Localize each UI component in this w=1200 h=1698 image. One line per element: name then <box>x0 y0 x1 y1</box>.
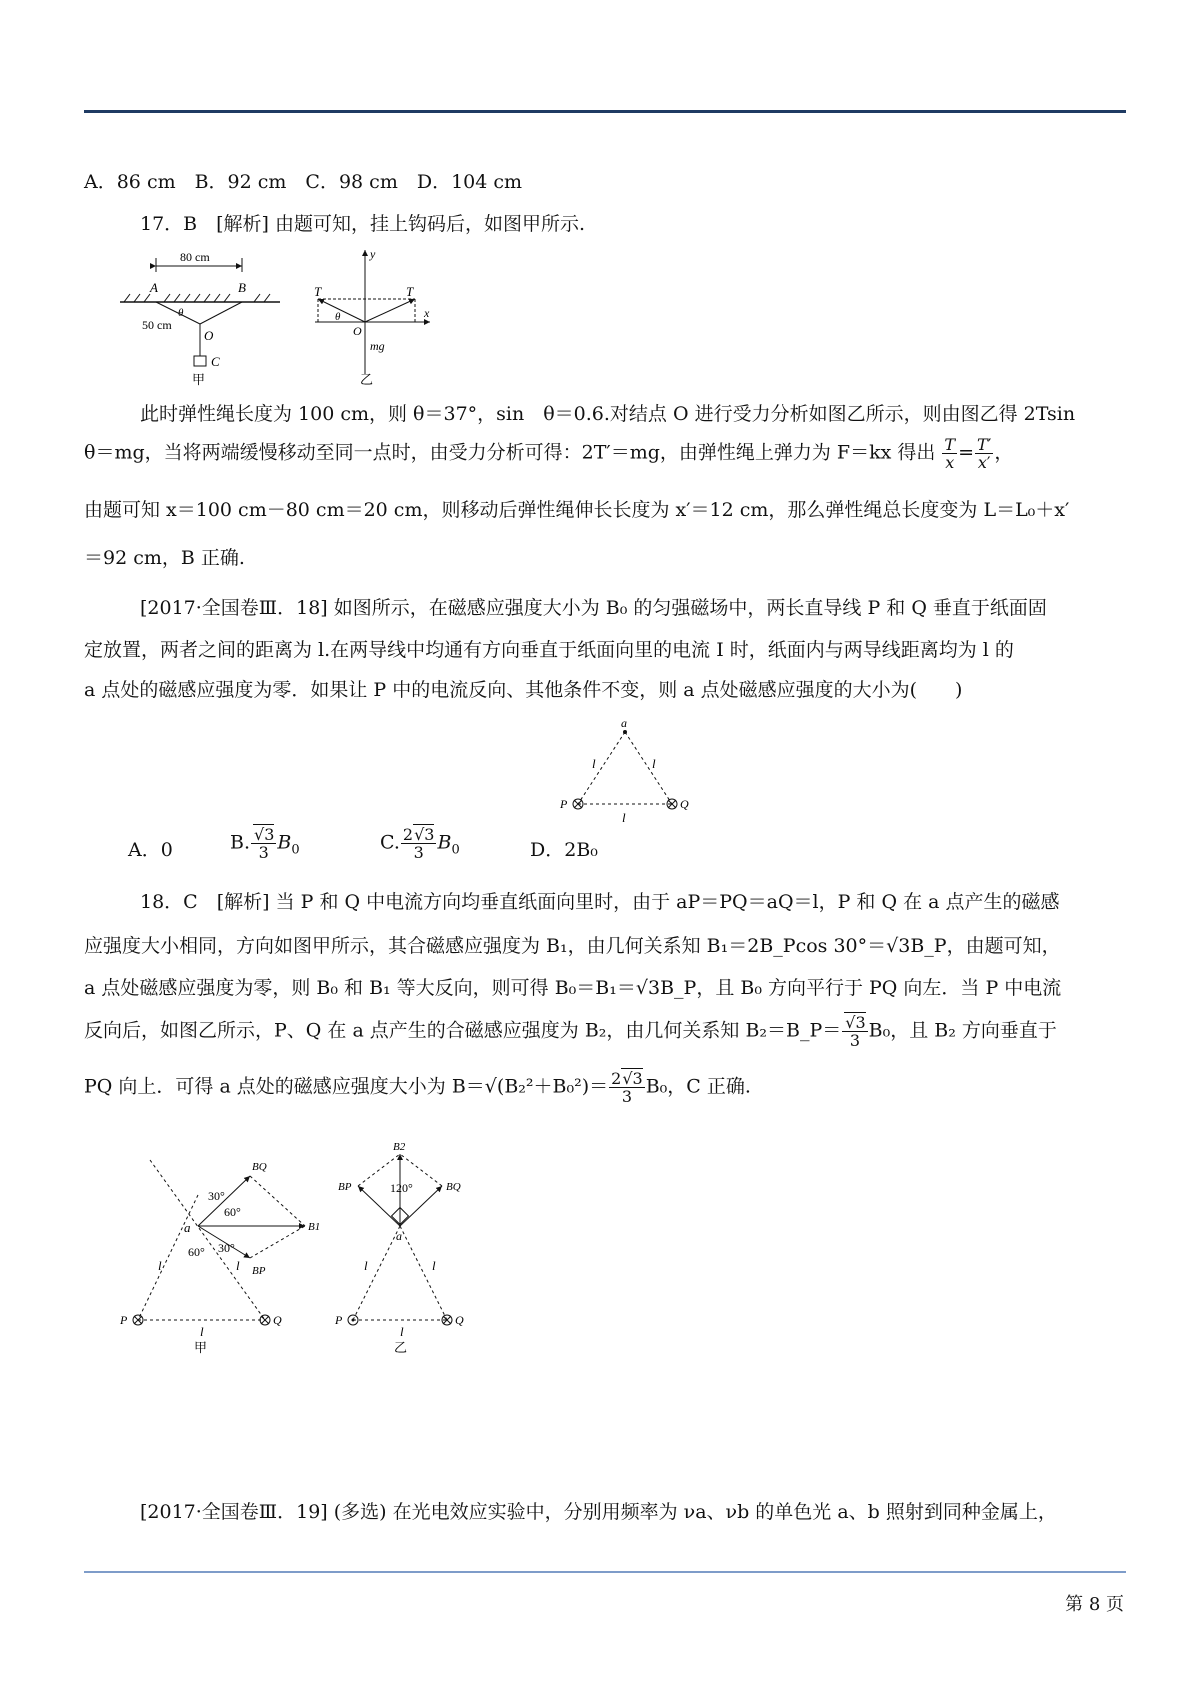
fig18b-P1: P <box>120 1313 128 1327</box>
fig18b-cap2: 乙 <box>394 1340 408 1355</box>
fig17-y: y <box>370 247 376 261</box>
fig18b-ld: l <box>364 1258 368 1273</box>
a17-head: 17．B [解析] 由题可知，挂上钩码后，如图甲所示. <box>140 213 586 235</box>
fig17-mg: mg <box>370 339 385 353</box>
fig18b-B1: B1 <box>308 1221 321 1233</box>
a18-line4 <box>84 1014 1057 1049</box>
fraction-sqrt3-over-3: $\frac{√3}{3}$ <box>251 826 276 861</box>
figure-17 <box>110 244 470 394</box>
fraction-T-x: $\frac{T}{x}$ <box>944 435 956 472</box>
q19-line1: [2017·全国卷Ⅲ．19] (多选) 在光电效应实验中，分别用频率为 νa、νb 的单色光 a、b 照射到同种金属上， <box>140 1501 1057 1523</box>
fig18b-a1: a <box>184 1220 191 1235</box>
fraction-sqrt3-over-3-b: $\frac{√3}{3}$ <box>842 1014 867 1049</box>
fig18b-le: l <box>432 1258 436 1273</box>
footer-rule <box>84 1571 1126 1573</box>
fig17-len: 50 cm <box>142 318 172 332</box>
fig17-theta: θ <box>178 307 184 319</box>
a18-line5-text: PQ 向上．可得 a 点处的磁感应强度大小为 B＝√(B₂²＋B₀²)＝ <box>84 1075 609 1098</box>
fig17-B: B <box>238 280 246 295</box>
fraction-T-prime-x-prime: $\frac{T'}{x'}$ <box>977 435 992 472</box>
figure-18-analysis <box>110 1140 530 1360</box>
q18-line2: 定放置，两者之间的距离为 l.在两导线中均通有方向垂直于纸面向里的电流 I 时，纸面内与两导线距离均为 l 的 <box>84 639 1014 661</box>
a18-line4-text: 反向后，如图乙所示，P、Q 在 a 点产生的合磁感应强度为 B₂，由几何关系知 B₂＝B_P＝ <box>84 1019 842 1042</box>
fig17-x: x <box>424 306 430 320</box>
page-number: 第 8 页 <box>1065 1594 1124 1615</box>
fig18b-BP: BP <box>252 1265 266 1277</box>
fig17-O2: O <box>353 324 362 338</box>
fig18b-a2: a <box>396 1229 402 1243</box>
fig18b-la: l <box>158 1258 162 1273</box>
a17-line2-text: θ＝mg，当将两端缓慢移动至同一点时，由受力分析可得：2T′＝mg，由弹性绳上弹力为 F＝kx 得出 <box>84 441 936 464</box>
fig17-cap1: 甲 <box>192 372 206 387</box>
fig18b-lb: l <box>236 1258 240 1273</box>
fig18b-30b: 30° <box>218 1241 235 1255</box>
fig18b-cap1: 甲 <box>194 1340 208 1355</box>
fig17-O: O <box>204 328 214 343</box>
a18-line3: a 点处磁感应强度为零，则 B₀ 和 B₁ 等大反向，则可得 B₀＝B₁＝√3B_P，且 B₀ 方向平行于 PQ 向左．当 P 中电流 <box>84 977 1062 999</box>
fig18b-B2: B2 <box>393 1141 406 1153</box>
fig17-A: A <box>150 280 158 295</box>
fraction-2sqrt3-over-3: $\frac{2√3}{3}$ <box>402 825 435 862</box>
q18-line3: a 点处的磁感应强度为零．如果让 P 中的电流反向、其他条件不变，则 a 点处磁感应强度的大小为( ) <box>84 679 963 701</box>
fig18-l3: l <box>622 810 626 825</box>
q17-options: A．86 cm B．92 cm C．98 cm D．104 cm <box>84 171 523 193</box>
a17-line3: 由题可知 x＝100 cm－80 cm＝20 cm，则移动后弹性绳伸长长度为 x′＝12 cm，那么弹性绳总长度变为 L＝L₀＋x′ <box>84 499 1070 521</box>
a18-line4-end: B₀，且 B₂ 方向垂直于 <box>868 1019 1057 1042</box>
fig18b-Q1: Q <box>273 1313 282 1327</box>
fig18-Q: Q <box>680 797 689 811</box>
fig18b-120: 120° <box>390 1181 413 1195</box>
q18-option-b: B. $\frac{√3}{3}$ $B_0$ <box>230 825 300 862</box>
a17-line2-end: ， <box>994 441 1014 464</box>
fig18-a: a <box>621 718 627 730</box>
fig17-theta2: θ <box>335 311 341 323</box>
a18-line5 <box>84 1070 751 1105</box>
q18-option-d: D．2B₀ <box>530 839 598 861</box>
q18-option-c-label: C. <box>380 831 400 854</box>
header-rule <box>84 110 1126 113</box>
fig18b-lc: l <box>200 1324 204 1339</box>
a17-line2: θ＝mg，当将两端缓慢移动至同一点时，由受力分析可得：2T′＝mg，由弹性绳上弹力为 F＝kx 得出 $\frac{T}{x}$ = $\frac{T'}{x'}$ ， <box>84 435 1014 472</box>
a18-line5-end: B₀，C 正确. <box>645 1075 751 1098</box>
fig18b-BQ: BQ <box>252 1161 267 1173</box>
fig18b-BQ2: BQ <box>446 1181 461 1193</box>
fig18b-60b: 60° <box>188 1245 205 1259</box>
fig17-dim: 80 cm <box>180 250 210 264</box>
fig18-l1: l <box>592 756 596 771</box>
fig18b-BP2: BP <box>338 1181 352 1193</box>
fig18-P: P <box>560 797 568 811</box>
fig17-cap2: 乙 <box>360 372 374 387</box>
fig18b-lf: l <box>400 1324 404 1339</box>
fig18b-60a: 60° <box>224 1205 241 1219</box>
figure-18 <box>540 718 730 828</box>
fig18b-30a: 30° <box>208 1189 225 1203</box>
fig17-C: C <box>211 354 220 369</box>
q18-option-b-label: B. <box>230 831 251 854</box>
a18-line1: 18．C [解析] 当 P 和 Q 中电流方向均垂直纸面向里时，由于 aP＝PQ＝aQ＝l，P 和 Q 在 a 点产生的磁感 <box>140 891 1060 913</box>
q18-line1: [2017·全国卷Ⅲ．18] 如图所示，在磁感应强度大小为 B₀ 的匀强磁场中，两长直导线 P 和 Q 垂直于纸面固 <box>140 597 1047 619</box>
fig17-T2: T <box>406 284 414 299</box>
a17-line4: ＝92 cm，B 正确. <box>84 547 245 569</box>
fig18b-Q2: Q <box>455 1313 464 1327</box>
fig17-T1: T <box>314 284 322 299</box>
fig18-l2: l <box>652 756 656 771</box>
q18-option-c: C. $\frac{2√3}{3}$ $B_0$ <box>380 825 460 862</box>
q18-option-a: A．0 <box>128 839 173 861</box>
fig18b-P2: P <box>335 1313 343 1327</box>
fraction-2sqrt3-over-3-b: $\frac{2√3}{3}$ <box>611 1069 643 1106</box>
a18-line2: 应强度大小相同，方向如图甲所示，其合磁感应强度为 B₁，由几何关系知 B₁＝2B_Pcos 30°＝√3B_P，由题可知， <box>84 935 1061 957</box>
a17-line1: 此时弹性绳长度为 100 cm，则 θ＝37°，sin θ＝0.6.对结点 O 进行受力分析如图乙所示，则由图乙得 2Tsin <box>140 403 1076 425</box>
